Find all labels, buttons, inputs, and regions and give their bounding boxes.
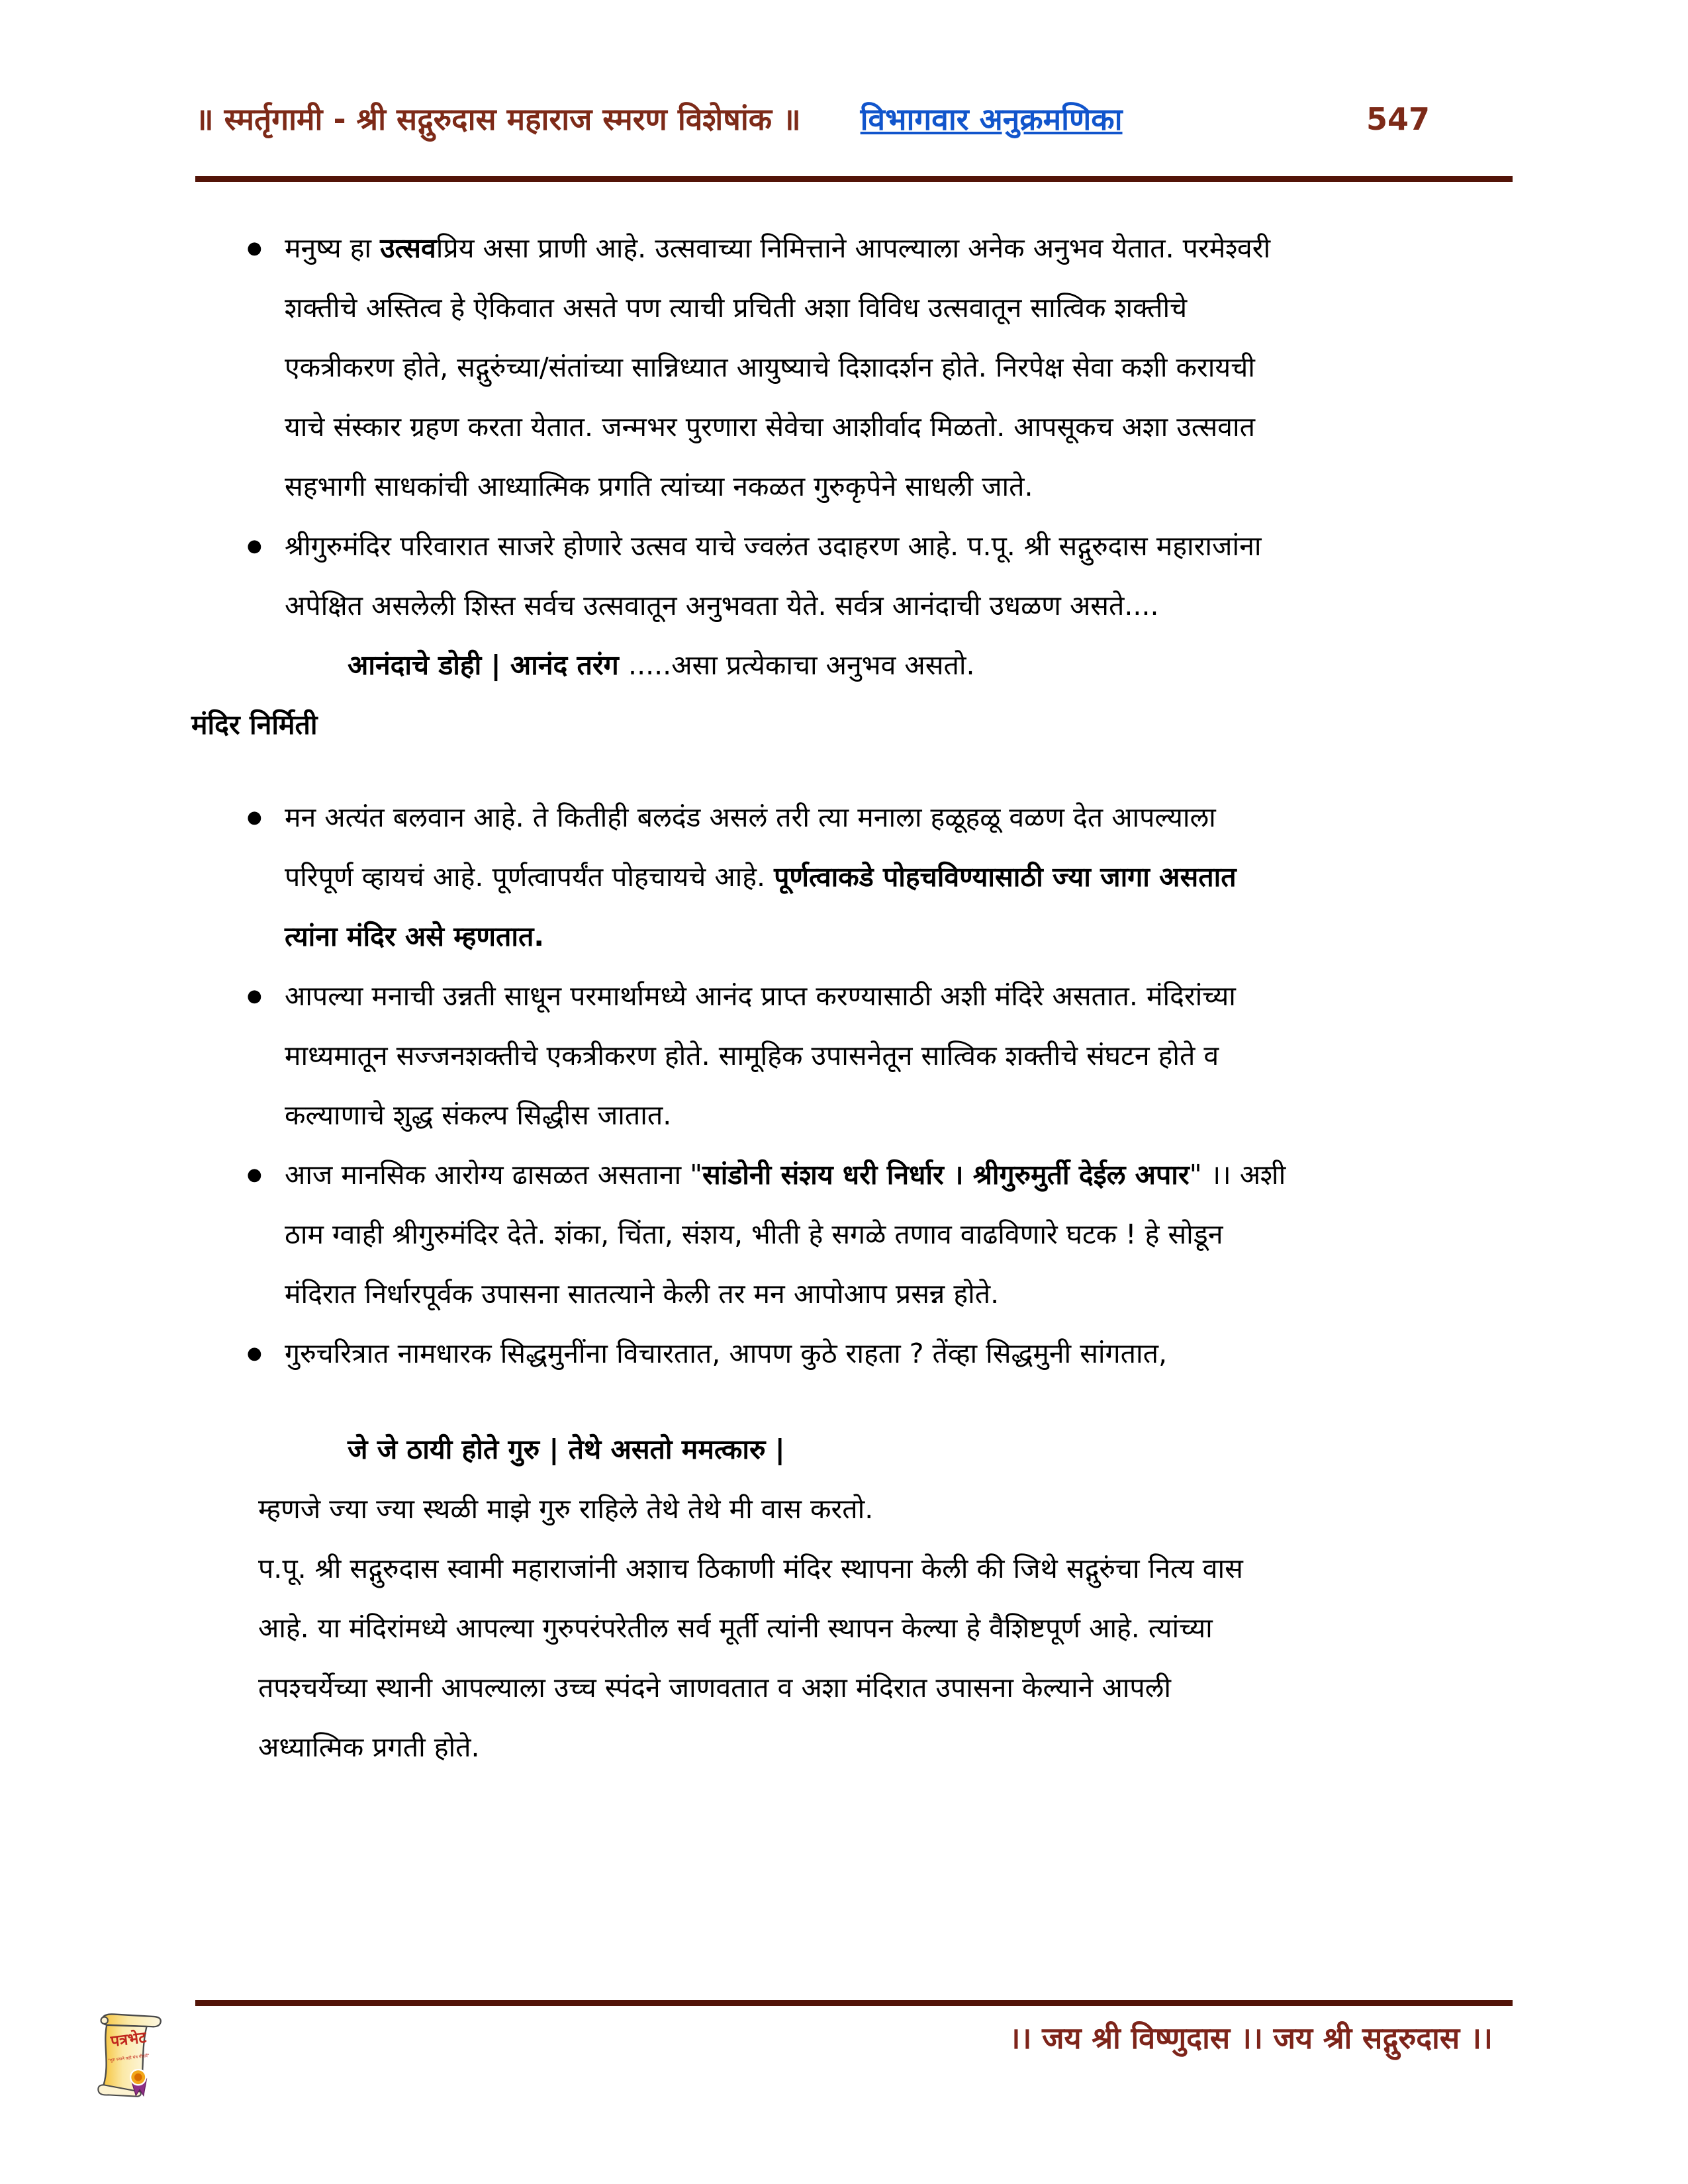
text-run-bold: पूर्णत्वाकडे पोहचविण्यासाठी ज्या जागा असतात: [774, 861, 1237, 893]
page-header: [195, 98, 1513, 139]
bullet-icon: ●: [247, 986, 262, 1006]
text-run: आज मानसिक आरोग्य ढासळत असताना ": [285, 1159, 703, 1191]
bullet-icon: ●: [247, 238, 262, 258]
text-run: मन अत्यंत बलवान आहे. ते कितीही बलदंड असलं तरी त्या मनाला हळूहळू वळण देत आपल्याला: [285, 801, 1216, 833]
scroll-curl-icon: [101, 2017, 108, 2024]
rosette-inner: [134, 2073, 142, 2081]
verse-line: [195, 1420, 1513, 1479]
body-line: [195, 907, 1513, 966]
text-run: प्रिय असा प्राणी आहे. उत्सवाच्या निमित्ताने आपल्याला अनेक अनुभव येतात. परमेश्वरी: [436, 232, 1271, 264]
body-line: शक्तीचे अस्तित्व हे ऐकिवात असते पण त्याची प्रचिती अशा विविध उत्सवातून सात्विक शक्तीचे: [285, 292, 1188, 324]
text-run: गुरुचरित्रात नामधारक सिद्धमुनींना विचारतात, आपण कुठे राहता ? तेंव्हा सिद्धमुनी सांगतात,: [285, 1338, 1167, 1369]
text-run-bold: त्यांना मंदिर असे म्हणतात.: [285, 921, 544, 952]
list-item: [195, 788, 1513, 847]
list-item: [195, 516, 1513, 576]
body-line: सहभागी साधकांची आध्यात्मिक प्रगति त्यांच्या नकळत गुरुकृपेने साधली जाते.: [285, 471, 1033, 502]
bullet-icon: ●: [247, 1165, 262, 1185]
body-line: प.पू. श्री सद्गुरुदास स्वामी महाराजांनी अशाच ठिकाणी मंदिर स्थापना केली की जिथे सद्गुरुंचा नित्य वास: [258, 1553, 1243, 1584]
header-divider: [195, 176, 1513, 182]
text-run: परिपूर्ण व्हायचं आहे. पूर्णत्वापर्यंत पोहचायचे आहे.: [285, 861, 774, 893]
logo-title: पत्रभेट: [109, 2028, 148, 2051]
text-run: मनुष्य हा: [285, 232, 381, 264]
body-line: म्हणजे ज्या ज्या स्थळी माझे गुरु राहिले तेथे तेथे मी वास करतो.: [258, 1493, 874, 1525]
text-run-bold: उत्सव: [380, 232, 436, 264]
text-run: श्रीगुरुमंदिर परिवारात साजरे होणारे उत्सव याचे ज्वलंत उदाहरण आहे. प.पू. श्री सद्गुरुदास महाराजांना: [285, 530, 1262, 562]
verse-line: [195, 635, 1513, 695]
text-run: .....असा प्रत्येकाचा अनुभव असतो.: [628, 649, 975, 681]
header-title: ॥ स्मर्तृगामी - श्री सद्गुरुदास महाराज स्मरण विशेषांक ॥: [195, 101, 801, 137]
body-line: अध्यात्मिक प्रगती होते.: [258, 1731, 480, 1763]
body-line: अपेक्षित असलेली शिस्त सर्वच उत्सवातून अनुभवता येते. सर्वत्र आनंदाची उधळण असते....: [285, 590, 1159, 621]
body-line: माध्यमातून सज्जनशक्तीचे एकत्रीकरण होते. सामूहिक उपासनेतून सात्विक शक्तीचे संघटन होते व: [285, 1040, 1219, 1071]
logo-tagline: "गुरु ज्याने घडो मंत्र गीतारें": [107, 2052, 150, 2064]
bullet-icon: ●: [247, 1343, 262, 1363]
body-line: मंदिरात निर्धारपूर्वक उपासना सातत्याने केली तर मन आपोआप प्रसन्न होते.: [285, 1278, 1000, 1310]
body-line: आहे. या मंदिरांमध्ये आपल्या गुरुपरंपरेतील सर्व मूर्ती त्यांनी स्थापन केल्या हे वैशिष्टपूर्ण आहे. त्यांच्या: [258, 1612, 1213, 1644]
list-item: [195, 1145, 1513, 1205]
text-run-bold: जे जे ठायी होते गुरु | तेथे असतो ममत्कारु |: [348, 1433, 785, 1465]
footer-divider: [195, 2000, 1513, 2006]
bullet-icon: ●: [247, 807, 262, 827]
footer-mantra: ।। जय श्री विष्णुदास ।। जय श्री सद्गुरुदास ।।: [1009, 2021, 1493, 2056]
text-run: " ।। अशी: [1189, 1159, 1286, 1191]
body-line: [195, 847, 1513, 907]
header-index-link[interactable]: विभागवार अनुक्रमणिका: [860, 101, 1123, 137]
list-item: [195, 966, 1513, 1026]
text-run: आपल्या मनाची उन्नती साधून परमार्थामध्ये आनंद प्राप्त करण्यासाठी अशी मंदिरे असतात. मंदिरांच्या: [285, 980, 1236, 1012]
bullet-icon: ●: [247, 536, 262, 556]
text-run-bold: आनंदाचे डोही | आनंद तरंग: [348, 649, 629, 681]
body-line: तपश्चर्येच्या स्थानी आपल्याला उच्च स्पंदने जाणवतात व अशा मंदिरात उपासना केल्याने आपली: [258, 1672, 1171, 1704]
body-line: एकत्रीकरण होते, सद्गुरुंच्या/संतांच्या सान्निध्यात आयुष्याचे दिशादर्शन होते. निरपेक्ष सेवा कशी करायची: [285, 351, 1255, 383]
body-line: ठाम ग्वाही श्रीगुरुमंदिर देते. शंका, चिंता, संशय, भीती हे सगळे तणाव वाढविणारे घटक ! हे सोडून: [285, 1218, 1223, 1250]
section-heading: मंदिर निर्मिती: [191, 709, 318, 741]
body-line: कल्याणाचे शुद्ध संकल्प सिद्धीस जातात.: [285, 1099, 672, 1131]
document-body: [191, 218, 1513, 1777]
page-number: 547: [1366, 101, 1430, 137]
list-item: [195, 1324, 1513, 1383]
patrabhet-logo: [91, 2009, 168, 2110]
body-line: याचे संस्कार ग्रहण करता येतात. जन्मभर पुरणारा सेवेचा आशीर्वाद मिळतो. आपसूकच अशा उत्सवात: [285, 411, 1255, 443]
list-item: [195, 218, 1513, 278]
text-run-bold: सांडोनी संशय धरी निर्धार । श्रीगुरुमुर्ती देईल अपार: [702, 1159, 1190, 1191]
